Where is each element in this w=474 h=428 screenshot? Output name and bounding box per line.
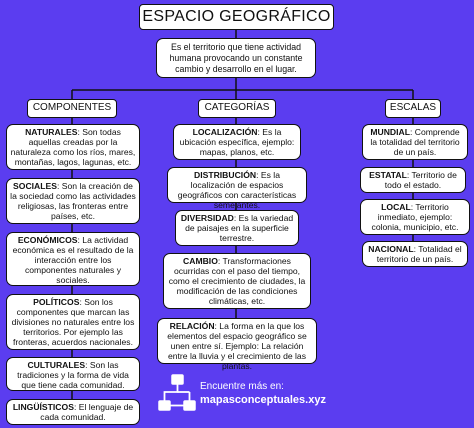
term-nacional: NACIONAL [368, 244, 414, 254]
header-escalas: ESCALAS [385, 99, 441, 118]
item-cambio [163, 253, 311, 309]
term-culturales: CULTURALES [27, 360, 86, 370]
page-title: ESPACIO GEOGRÁFICO [139, 4, 334, 30]
desc-economicos: : La actividad económica es el resultado de la interacción entre los componentes naturales y sociales. [12, 235, 134, 285]
term-cambio: CAMBIO [183, 256, 218, 266]
header-componentes: COMPONENTES [27, 99, 117, 118]
term-local: LOCAL [381, 202, 411, 212]
desc-mundial: : Comprende la totalidad del territorio de un país. [370, 127, 460, 157]
promo-url-link[interactable]: mapasconceptuales.xyz [200, 394, 326, 406]
item-sociales [6, 178, 140, 224]
definition-box [156, 38, 316, 78]
desc-diversidad: : Es la variedad de paisajes en la superficie terrestre. [185, 213, 294, 243]
desc-linguisticos: : El lenguaje de cada comunidad. [40, 402, 134, 422]
sitemap-logo-icon [158, 374, 196, 412]
term-mundial: MUNDIAL [370, 127, 410, 137]
term-localizacion: LOCALIZACIÓN [192, 127, 258, 137]
item-culturales [6, 357, 140, 391]
item-mundial [362, 124, 468, 160]
item-economicos [6, 232, 140, 286]
item-local [360, 199, 470, 235]
item-localizacion [173, 124, 301, 160]
desc-politicos: : Son los componentes que marcan las divisiones no naturales entre los territorios. Por ejemplo las fronteras, acuerdos nacionales. [11, 297, 135, 347]
header-categorias: CATEGORÍAS [198, 99, 276, 118]
definition-text: Es el territorio que tiene actividad humana provocando un constante cambio y desarrollo en el lugar. [169, 42, 303, 74]
desc-naturales: : Son todas aquellas creadas por la naturaleza como los ríos, mares, montañas, lagos, lagunas, etc. [10, 127, 136, 167]
desc-localizacion: : Es la ubicación específica, ejemplo: mapas, planos, etc. [179, 127, 295, 157]
term-sociales: SOCIALES [13, 181, 57, 191]
item-estatal [360, 167, 466, 193]
term-linguisticos: LINGÜÍSTICOS [12, 402, 74, 412]
item-relacion [157, 318, 317, 371]
desc-local: : Territorio inmediato, ejemplo: colonia, municipio, etc. [371, 202, 459, 232]
term-distribucion: DISTRIBUCIÓN [194, 170, 257, 180]
desc-nacional: : Totalidad el territorio de un país. [376, 244, 462, 264]
term-naturales: NATURALES [25, 127, 78, 137]
item-nacional [362, 241, 468, 267]
desc-cambio: : Transformaciones ocurridas con el paso del tiempo, como el crecimiento de ciudades, la modificación de las condiciones climáticas, etc. [168, 256, 306, 306]
item-politicos [6, 294, 140, 350]
item-naturales [6, 124, 140, 170]
desc-relacion: : La forma en la que los elementos del espacio geográfico se unen entre sí. Ejemplo: La relación entre la lluvia y el crecimiento de las plantas. [167, 321, 307, 371]
term-relacion: RELACIÓN [169, 321, 215, 331]
promo-line: Encuentre más en: [200, 381, 284, 392]
term-diversidad: DIVERSIDAD [180, 213, 234, 223]
item-linguisticos [6, 399, 140, 425]
term-estatal: ESTATAL [369, 170, 407, 180]
desc-estatal: : Territorio de todo el estado. [384, 170, 457, 190]
item-diversidad [175, 210, 299, 246]
term-politicos: POLÍTICOS [33, 297, 80, 307]
desc-distribucion: : Es la localización de espacios geográficos con características semejantes. [177, 170, 297, 210]
term-economicos: ECONÓMICOS [17, 235, 78, 245]
desc-culturales: : Son las tradiciones y la forma de vida que tiene cada comunidad. [17, 360, 129, 390]
desc-sociales: : Son la creación de la sociedad como las actividades religiosas, las fronteras entre países, etc. [10, 181, 136, 221]
item-distribucion [167, 167, 307, 210]
